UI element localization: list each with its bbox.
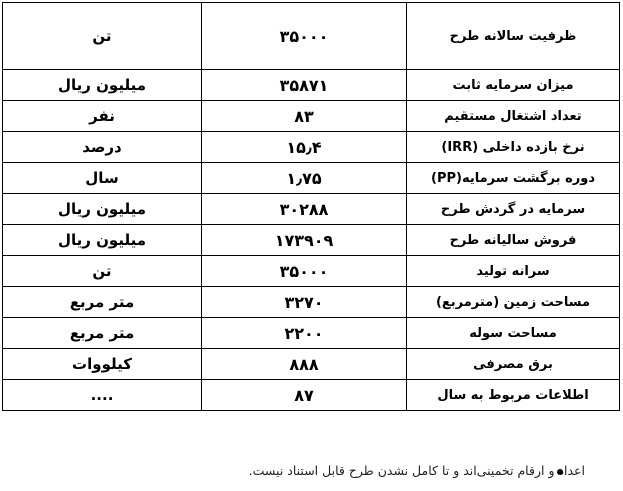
table-row <box>3 287 620 318</box>
table-row <box>3 101 620 132</box>
table-row <box>3 256 620 287</box>
row-unit: متر مربع <box>3 318 202 349</box>
row-value: ۳۵۸۷۱ <box>202 70 407 101</box>
row-value: ۱۵٫۴ <box>202 132 407 163</box>
row-value: ۳۵۰۰۰ <box>202 256 407 287</box>
row-value: ۲۲۰۰ <box>202 318 407 349</box>
table-row <box>3 225 620 256</box>
row-unit: تن <box>3 256 202 287</box>
row-label: نرخ بازده داخلی (IRR) <box>407 132 620 163</box>
row-label: ظرفیت سالانه طرح <box>407 3 620 70</box>
row-value: ۸۷ <box>202 380 407 411</box>
row-label: مساحت زمین (مترمربع) <box>407 287 620 318</box>
row-unit: متر مربع <box>3 287 202 318</box>
table-row <box>3 70 620 101</box>
table-row <box>3 163 620 194</box>
row-unit: میلیون ریال <box>3 70 202 101</box>
row-label: دوره برگشت سرمایه(PP) <box>407 163 620 194</box>
row-unit: میلیون ریال <box>3 194 202 225</box>
row-label: اطلاعات مربوط به سال <box>407 380 620 411</box>
row-value: ۱۷۳۹۰۹ <box>202 225 407 256</box>
table-row <box>3 349 620 380</box>
table-row <box>3 318 620 349</box>
table-row <box>3 3 620 70</box>
row-value: ۳۰۲۸۸ <box>202 194 407 225</box>
row-unit: میلیون ریال <box>3 225 202 256</box>
project-summary-table <box>2 2 620 411</box>
table-row <box>3 380 620 411</box>
row-label: سرمایه در گردش طرح <box>407 194 620 225</box>
row-unit: درصد <box>3 132 202 163</box>
row-value: ۳۵۰۰۰ <box>202 3 407 70</box>
row-unit: سال <box>3 163 202 194</box>
row-label: میزان سرمایه ثابت <box>407 70 620 101</box>
row-value: ۸۸۸ <box>202 349 407 380</box>
row-label: سرانه تولید <box>407 256 620 287</box>
footnote: اعداد و ارقام تخمینی‌اند و تا کامل نشدن طرح قابل استناد نیست. <box>248 463 585 478</box>
table-row <box>3 194 620 225</box>
row-unit: .... <box>3 380 202 411</box>
row-label: تعداد اشتغال مستقیم <box>407 101 620 132</box>
row-unit: کیلووات <box>3 349 202 380</box>
row-label: برق مصرفی <box>407 349 620 380</box>
row-unit: تن <box>3 3 202 70</box>
table-row <box>3 132 620 163</box>
row-label: مساحت سوله <box>407 318 620 349</box>
row-label: فروش سالیانه طرح <box>407 225 620 256</box>
row-unit: نفر <box>3 101 202 132</box>
row-value: ۱٫۷۵ <box>202 163 407 194</box>
row-value: ۳۲۷۰ <box>202 287 407 318</box>
row-value: ۸۳ <box>202 101 407 132</box>
